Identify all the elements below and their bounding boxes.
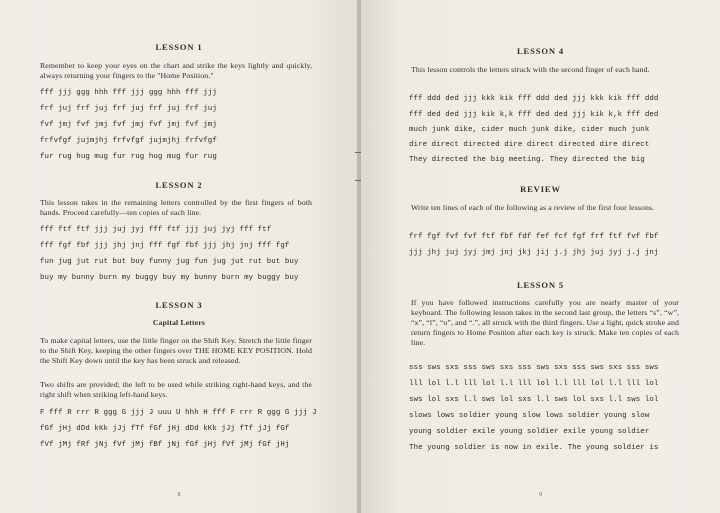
lesson-4-drill-line: They directed the big meeting. They directed the big	[409, 156, 645, 164]
review-title: REVIEW	[520, 184, 561, 194]
lesson-5-drill-line: sss sws sxs sss sws sxs sss sws sxs sss sws sxs sss sws	[409, 364, 659, 372]
right-page	[361, 0, 720, 513]
lesson-2-title: LESSON 2	[155, 180, 203, 190]
lesson-3-paragraph-2: Two shifts are provided; the left to be used while striking right-hand keys, and the right shift when striking left-hand keys.	[40, 380, 312, 399]
lesson-3-subtitle: Capital Letters	[152, 318, 206, 327]
lesson-1-drill-line: frf juj frf juj frf juj frf juj frf juj	[40, 105, 217, 113]
lesson-1-drill-line: frfvfgf jujmjhj frfvfgf jujmjhj frfvfgf	[40, 137, 217, 145]
review-paragraph: Write ten lines of each of the following as a review of the first four lessons.	[411, 203, 655, 212]
lesson-5-title: LESSON 5	[516, 280, 565, 290]
lesson-2-drill-line: buy my bunny burn my buggy buy my bunny burn my buggy buy	[40, 274, 299, 282]
lesson-5-drill-line: sws lol sxs l.l sws lol sxs l.l sws lol sxs l.l sws lol	[409, 396, 659, 404]
lesson-1-paragraph: Remember to keep your eyes on the chart and strike the keys lightly and quickly, always returning your fingers to the "Home Position."	[40, 61, 312, 80]
lesson-5-drill-line: The young soldier is now in exile. The young soldier is	[409, 444, 659, 452]
lesson-1-drill-line: fur rug hug mug fur rug hug mug fur rug	[40, 153, 217, 161]
lesson-3-title: LESSON 3	[155, 300, 203, 310]
lesson-3-drill-line: fVf jMj fRf jNj fVf jMj fBf jNj fGf jHj fVf jMj fGf jHj	[40, 441, 290, 449]
lesson-3-paragraph-1: To make capital letters, use the little finger on the Shift Key. Stretch the little finger to the Shift Key, keeping the other fingers over THE HOME KEY POSITION. Hold the Shift Key down until the key has been struck and released.	[40, 336, 312, 365]
lesson-2-paragraph: This lesson takes in the remaining letters controlled by the first fingers of both hands. Proceed carefully—ten copies of each line.	[40, 198, 312, 217]
left-page-number: 8	[177, 492, 181, 498]
lesson-1-title: LESSON 1	[155, 42, 203, 52]
lesson-5-paragraph: If you have followed instructions carefully you are nearly master of your keyboard. The following lesson takes in the second last group, the letters “s”, “w”, “x”, “l”, “o”, and “.”, all struck with the third fingers. Use a light, quick stroke and return fingers to Home Position after each key is struck. Make ten copies of each line.	[411, 298, 679, 347]
lesson-4-drill-line: much junk dike, cider much junk dike, cider much junk	[409, 126, 650, 134]
lesson-5-drill-line: lll lol l.l lll lol l.l lll lol l.l lll lol l.l lll lol	[409, 380, 659, 388]
lesson-4-title: LESSON 4	[516, 46, 565, 56]
lesson-2-drill-line: fff ftf ftf jjj juj jyj fff ftf jjj juj jyj fff ftf	[40, 226, 272, 234]
left-page	[0, 0, 358, 513]
right-page-number: 9	[539, 492, 542, 498]
lesson-5-drill-line: slows lows soldier young slow lows soldier young slow	[409, 412, 650, 420]
lesson-4-drill-line: fff ddd ded jjj kkk kik fff ddd ded jjj kkk kik fff ddd	[409, 95, 659, 103]
lesson-4-drill-line: fff ded ded jjj kik k,k fff ded ded jjj kik k,k fff ded	[409, 111, 659, 119]
lesson-1-drill-line: fvf jmj fvf jmj fvf jmj fvf jmj fvf jmj	[40, 121, 217, 129]
lesson-4-drill-line: dire direct directed dire direct directed dire direct	[409, 141, 650, 149]
lesson-2-drill-line: fun jug jut rut but buy funny jug fun jug jut rut but buy	[40, 258, 299, 266]
lesson-2-drill-line: fff fgf fbf jjj jhj jnj fff fgf fbf jjj jhj jnj fff fgf	[40, 242, 290, 250]
lesson-1-drill-line: fff jjj ggg hhh fff jjj ggg hhh fff jjj	[40, 89, 217, 97]
lesson-4-paragraph: This lesson controls the letters struck with the second finger of each hand.	[411, 65, 650, 74]
lesson-3-drill-line: F fff R rrr R ggg G jjj J uuu U hhh H fff F rrr R ggg G jjj J	[40, 409, 317, 417]
review-drill-line: jjj jhj juj jyj jmj jnj jkj jij j.j jhj juj jyj j.j jnj	[409, 249, 659, 257]
review-drill-line: frf fgf fvf fvf ftf fbf fdf fef fcf fgf frf ftf fvf fbf	[409, 233, 659, 241]
lesson-3-drill-line: fGf jHj dDd kKk jJj fTf fGf jHj dDd kKk jJj fTf jJj fGf	[40, 425, 290, 433]
lesson-5-drill-line: young soldier exile young soldier exile young soldier	[409, 428, 650, 436]
